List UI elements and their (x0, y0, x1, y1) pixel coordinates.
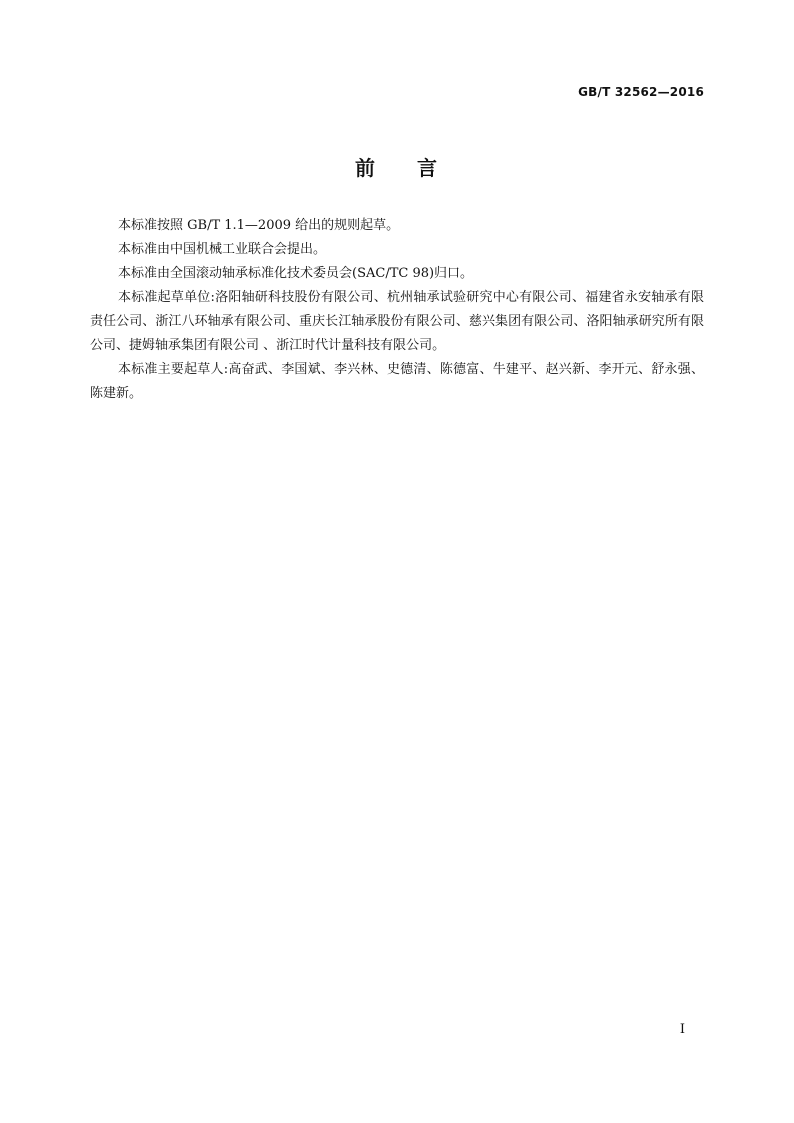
page-number: I (679, 1022, 685, 1037)
paragraph-drafters: 本标准主要起草人:高奋武、李国斌、李兴林、史德清、陈德富、牛建平、赵兴新、李开元、舒永强、陈建新。 (90, 362, 704, 401)
standard-code: GB/T 32562—2016 (578, 85, 704, 99)
paragraph-proposer: 本标准由中国机械工业联合会提出。 (118, 242, 327, 257)
title-char-2: 言 (417, 156, 439, 180)
page-title (0, 152, 794, 181)
foreword-body (90, 214, 704, 406)
paragraph-drafting-rules: 本标准按照 GB/T 1.1—2009 给出的规则起草。 (118, 218, 400, 233)
paragraph-drafting-units: 本标准起草单位:洛阳轴研科技股份有限公司、杭州轴承试验研究中心有限公司、福建省永安轴承有限责任公司、浙江八环轴承有限公司、重庆长江轴承股份有限公司、慈兴集团有限公司、洛阳轴承研究所有限公司、捷姆轴承集团有限公司 、浙江时代计量科技有限公司。 (90, 290, 704, 353)
paragraph-committee: 本标准由全国滚动轴承标准化技术委员会(SAC/TC 98)归口。 (118, 266, 474, 281)
title-char-1: 前 (355, 156, 377, 180)
